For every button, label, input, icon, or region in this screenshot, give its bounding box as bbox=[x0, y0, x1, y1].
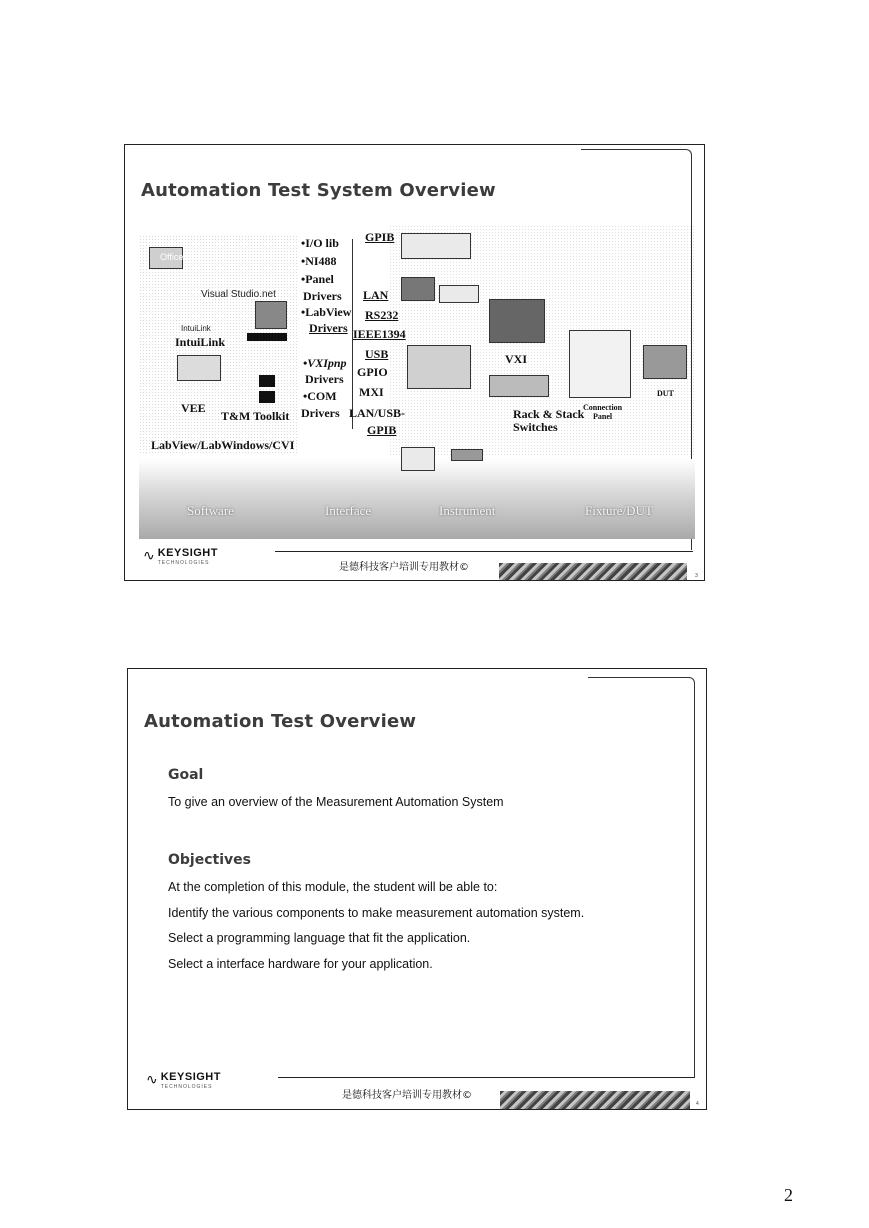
keysight-wave-icon: ∿ bbox=[143, 547, 155, 563]
driver-ni488: •NI488 bbox=[301, 254, 337, 268]
rs232-instrument-icon bbox=[439, 285, 479, 303]
keysight-logo: ∿ KEYSIGHT TECHNOLOGIES bbox=[143, 547, 218, 566]
dut-label: DUT bbox=[657, 389, 674, 398]
visual-studio-label: Visual Studio.net bbox=[201, 289, 276, 300]
category-interface: Interface bbox=[325, 503, 372, 518]
labview-label: LabView/LabWindows/CVI bbox=[151, 438, 295, 452]
objectives-heading: Objectives bbox=[168, 852, 251, 868]
footer-text: 是德科技客户培训专用教材© bbox=[342, 1090, 472, 1101]
slide-title: Automation Test System Overview bbox=[141, 180, 496, 201]
connection-label: Connection bbox=[583, 403, 623, 412]
dut-icon bbox=[643, 345, 687, 379]
slide-corner-frame bbox=[588, 677, 695, 1078]
goal-text: To give an overview of the Measurement Automation System bbox=[168, 795, 504, 809]
usb-gpib-converter-icon bbox=[451, 449, 483, 461]
goal-heading: Goal bbox=[168, 767, 204, 783]
computer-tower-icon bbox=[247, 333, 287, 341]
driver-labview-drivers: Drivers bbox=[309, 321, 348, 335]
footer-decorative-image bbox=[499, 563, 687, 581]
category-software: Software bbox=[187, 503, 234, 518]
objective-line: Identify the various components to make measurement automation system. bbox=[168, 906, 585, 920]
vxi-label: VXI bbox=[505, 352, 528, 366]
footer-rule bbox=[275, 551, 693, 552]
gpib-instrument-icon bbox=[401, 233, 471, 259]
interface-gpib-2: GPIB bbox=[367, 423, 397, 437]
rack-stack-icon bbox=[489, 375, 549, 397]
driver-panel: •Panel bbox=[301, 272, 334, 286]
footer-decorative-image bbox=[500, 1091, 690, 1109]
driver-panel-drivers: Drivers bbox=[303, 289, 342, 303]
page-number: 2 bbox=[784, 1185, 793, 1205]
office-logo: Office bbox=[149, 247, 183, 269]
objective-line: Select a programming language that fit the application. bbox=[168, 931, 471, 945]
interface-lan-usb: LAN/USB- bbox=[349, 406, 406, 420]
lan-instrument-icon bbox=[401, 277, 435, 301]
interface-gpib: GPIB bbox=[365, 230, 395, 244]
toolkit-icon-1 bbox=[259, 375, 275, 387]
interface-rs232: RS232 bbox=[365, 308, 399, 322]
objective-line: At the completion of this module, the student will be able to: bbox=[168, 880, 498, 894]
keysight-wave-icon: ∿ bbox=[146, 1071, 158, 1087]
computer-monitor-icon bbox=[255, 301, 287, 329]
driver-com: •COM bbox=[303, 389, 337, 403]
objective-line: Select a interface hardware for your application. bbox=[168, 957, 433, 971]
usb-instrument-icon bbox=[407, 345, 471, 389]
driver-io-lib: •I/O lib bbox=[301, 236, 339, 250]
category-band bbox=[139, 459, 695, 539]
rack-stack-label: Rack & Stack bbox=[513, 407, 585, 421]
intuilink-small-label: IntuiLink bbox=[181, 324, 211, 333]
category-instrument: Instrument bbox=[439, 503, 496, 518]
panel-label: Panel bbox=[593, 412, 613, 421]
driver-vxipnp: •VXIpnp bbox=[303, 356, 347, 370]
keysight-logo: ∿ KEYSIGHT TECHNOLOGIES bbox=[146, 1071, 221, 1090]
slide-automation-test-system-overview bbox=[124, 144, 705, 581]
driver-labview: •LabView bbox=[301, 305, 352, 319]
driver-vxipnp-drivers: Drivers bbox=[305, 372, 344, 386]
slide-page-mark: 3 bbox=[695, 573, 698, 579]
interface-gpio: GPIO bbox=[357, 365, 388, 379]
driver-com-drivers: Drivers bbox=[301, 406, 340, 420]
tm-toolkit-label: T&M Toolkit bbox=[221, 409, 290, 423]
interface-mxi: MXI bbox=[359, 385, 384, 399]
interface-ieee1394: IEEE1394 bbox=[353, 327, 406, 341]
connection-panel-icon bbox=[569, 330, 631, 398]
slide-automation-test-overview bbox=[127, 668, 707, 1110]
footer-text: 是德科技客户培训专用教材© bbox=[339, 562, 469, 573]
footer-rule bbox=[278, 1077, 694, 1078]
intuilink-label: IntuiLink bbox=[175, 335, 226, 349]
toolkit-icon-2 bbox=[259, 391, 275, 403]
vee-icon bbox=[177, 355, 221, 381]
interface-lan: LAN bbox=[363, 288, 389, 302]
lan-usb-gpib-adapter-icon bbox=[401, 447, 435, 471]
slide-title: Automation Test Overview bbox=[144, 711, 417, 732]
vee-label: VEE bbox=[181, 401, 206, 415]
slide-page-mark: 4 bbox=[696, 1101, 699, 1107]
category-fixture-dut: Fixture/DUT bbox=[585, 503, 653, 518]
switches-label: Switches bbox=[513, 420, 558, 434]
system-diagram bbox=[139, 225, 695, 540]
interface-usb: USB bbox=[365, 347, 389, 361]
vxi-mainframe-icon bbox=[489, 299, 545, 343]
